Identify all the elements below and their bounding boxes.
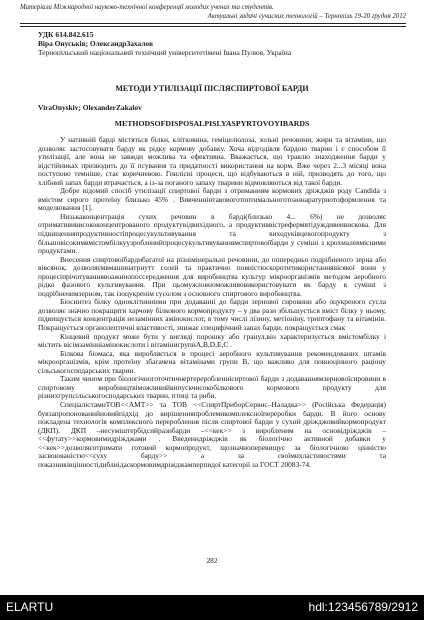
handle-id: hdl:123456789/2912	[308, 600, 418, 614]
udk-code: УДК 614.842.615	[38, 30, 94, 39]
running-header-line-2: Актуальні задачі сучасних технологій – Тернопіль 19-20 грудня 2012	[207, 13, 406, 20]
english-title: METHODSOFDISPOSALPISLYASPYRTOVOYIBARDS	[114, 119, 310, 128]
footer-bar	[0, 595, 424, 620]
paragraph: Кінцевий продукт може бути у вигляді порошку або гранул,він характеризується вмістомбілку і містить вісімзамінніамінокислоти і вітамінигрупиА,В,D,E,C .	[38, 331, 386, 350]
header-rule-thin	[20, 26, 406, 27]
paragraph: У нативній барді містяться білки, клітковина, геміцелюлоза, зольні речовини, жири та вітаміни, що дозволяє застосовувати барду як рідку кормову добавку. Хоча відгодівля бардою тварин і є способом її утилізації, але вона не завжди можлива та ефективна. Вважається, що травлю знаходження барди у відстійниках призводить до її псування та придатності використання на корм. Вже через 2...3 місяці вона поступово темніше, стає коричневою. Гнилісні процеси, що відбуваються в ній, призводять до того, що хлібний запах барди втрачається, а із-за поганого запаху тварини відмовляються від такої барди.	[38, 135, 386, 187]
affiliation: Тернопільський національний технічний університетімені Івана Пулюя, Україна	[38, 48, 292, 57]
repository-name: ELARTU	[6, 600, 54, 614]
paragraph: Добре відомий спосіб утилізації спиртової барди з отриманням кормових дріжджів роду Candida з вмістом сирого протеїну близько 45% . Вивченнінтавовоготоптимальноготоаннаратуриотоформлення та моделювання [1].	[38, 186, 386, 213]
paragraph: Внесення спиртовоїбардибагатої на різнімінеральні речовини, до попередньо подрібненого зерна або вівсянок, дозволяємвмашинатрнутт солей та практично повністюскоротитикористаннявісякої вони у процесіпрічотуваннявоажинопоссередження для виробництва культур мікроорганізмів методом аеробного рідко фазового культивування. При цьомужловноможливовикористовувати як барду в суміші з подрібненимзерном, так ізоцукренім сусолом з основного спиртового виробництва.	[38, 254, 386, 298]
page-number: 282	[206, 556, 218, 565]
english-authors: ViraOnyskiv; OlexanderZakalov	[38, 103, 142, 112]
header-rule	[20, 23, 406, 24]
paragraph: СпеціалістамиТОВ<<АМТ>> та ТОВ <<СпиртПриборСервис–Наладка>> (Російська Федерація) бувзапропонованийновийпідхід до вирішенняпроблемикомплексноїпереробки барди. В його основу покладена технологія комплексного перероблення після спиртової барди у сухий дріжджовийкормопродукт (ДКП). ДКП –несуміштербідсийразибарди –<<кек>> з виробленим на основідріжджів –<<футату>>кормовимидріжджами . Введенндріжджів як біологічно активной добавки у <<кек>>дозволяєотримати готовий кормопродукт, щозначноперевищує за біологічною цінністю засвоюваністю<<суху барду>> а за своїмихластивостями та показниківцінностідиблиідаскормовимдріжджамперпидої категорії за ГОСТ 20083-74.	[38, 399, 386, 469]
article-title: МЕТОДИ УТИЛІЗАЦІЇ ПІСЛЯСПИРТОВОЇ БАРДИ	[115, 84, 309, 93]
paragraph: Таким чином при біологічноготочтичнертереробленнісиртової барди з додаваннямзерновоїсировини в спиртовому виробництвіможливийвипускчисокобілкового кормового продукту для різнихгрупсільськогосподарських тварин, птиці та риби.	[38, 374, 386, 401]
paragraph: Білкова біомаса, яка виробляється в процесі аеробного культивування рекомендованих штамів мікроорганізмів, крім протеїну збагачена вітамінами групи В, що важливо для повноцінного раціону сільськогосподарських тварин.	[38, 348, 386, 375]
authors: Віра Онуськів; ОлександрЗахалов	[38, 39, 153, 48]
running-header-line-1: Матеріали Міжнародної науково-технічної конференції молодих учених та студентів.	[20, 4, 274, 11]
running-header	[20, 3, 406, 21]
paragraph: Низькаконцентрація сухих речовин в барді(близько 4... 6%) не дозволяє отриматививисококонцентрованого продуктувідвихідного, а продуктиввістрефермвтідуждивенвискова. Для підвищенняпродуктивностіпроцесукультивування та виходуківцевогопродукту з більшовісокимвмістомбілкуузробленийпроцесукультивуваннямспиртовоїбарди у суміші з крохмалевмісними продуктами.	[38, 211, 386, 256]
article-body	[38, 136, 386, 469]
paragraph: Біосинтез білку одноклітинними при додаванні до барди зернової сировини або оцукреного сусла дозволяє значно покращити харчову білкового кормопродукту – у два рази збільшується вміст білку у ньому, підвищується концентрація незамінних амінокислот, в тому числі лізину, метіоніну, триптофану та вітамінів. Покращується органолептичні властивості, знижає специфічний запах барди, покращується смак	[38, 297, 386, 333]
